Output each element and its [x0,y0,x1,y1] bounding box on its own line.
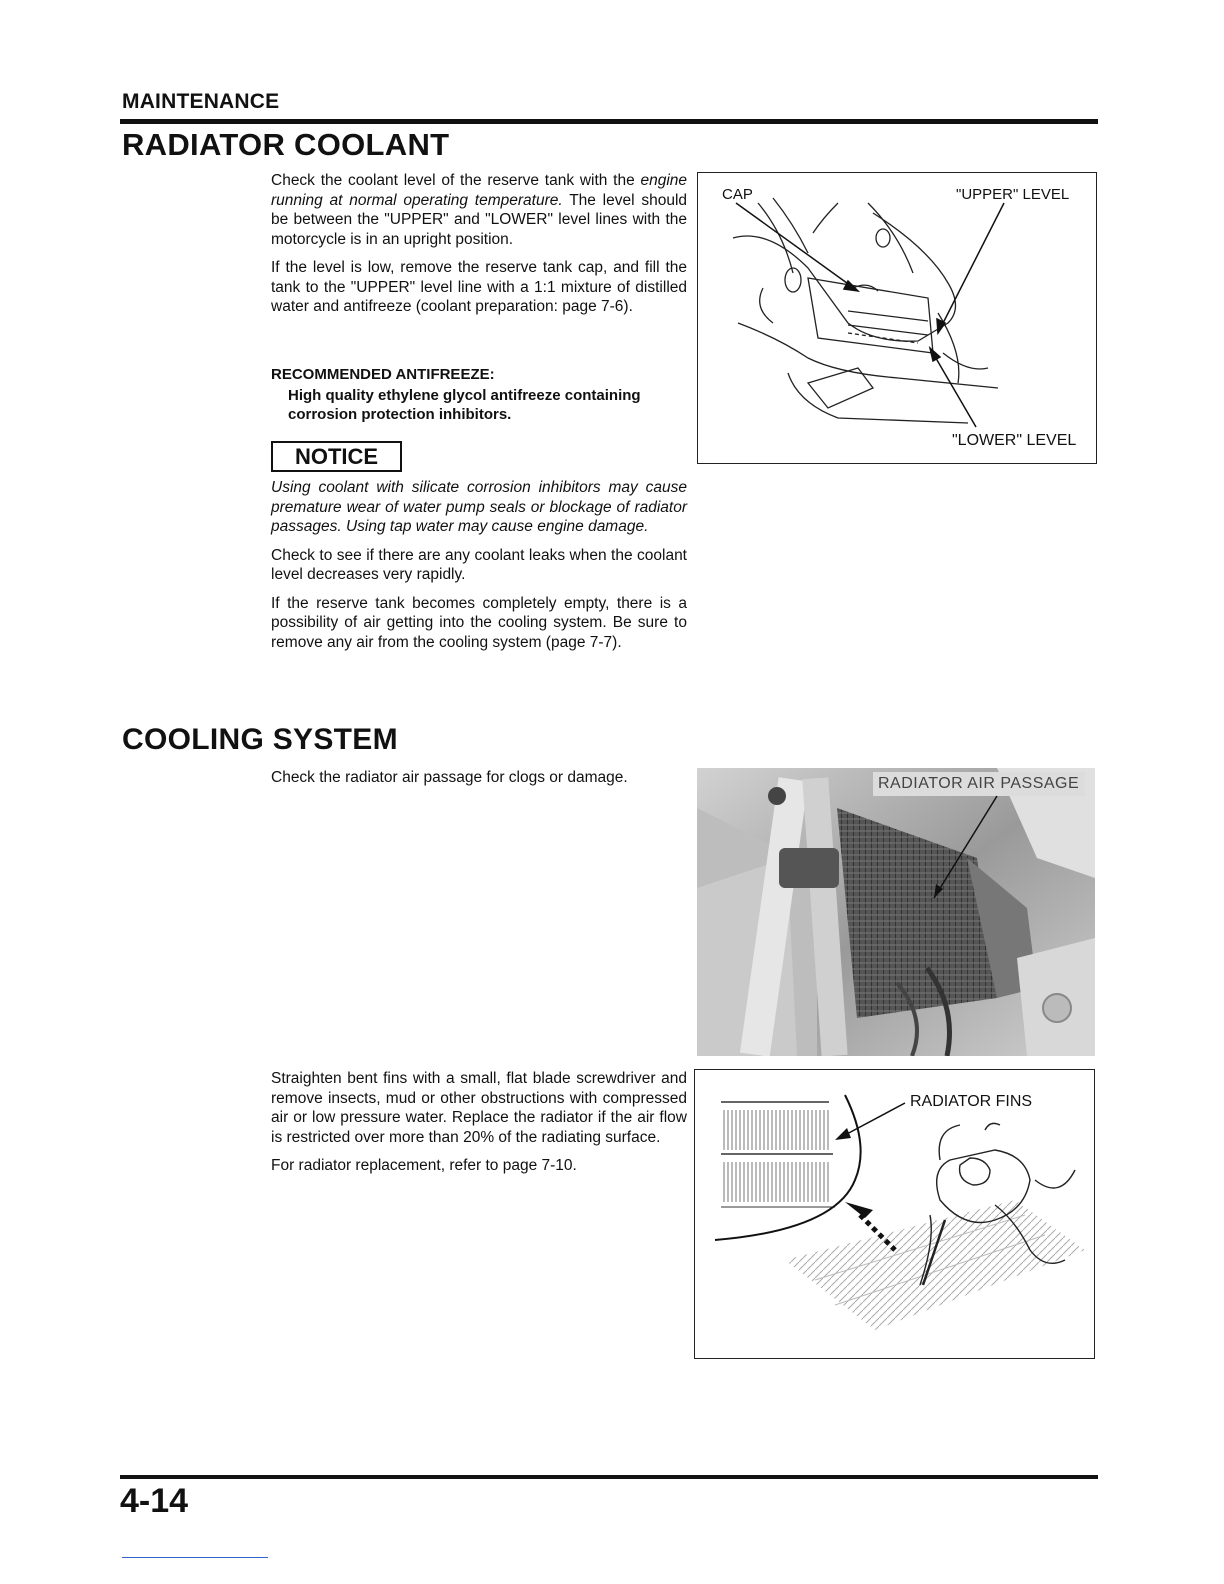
upper-level-label: "UPPER" LEVEL [956,186,1070,203]
radiator-photo [697,768,1095,1056]
reserve-tank-figure [697,172,1097,464]
header-rule [120,119,1098,124]
cooling-paragraph-1: Check the radiator air passage for clogs or damage. [271,769,628,786]
page-title: RADIATOR COOLANT [122,127,450,162]
p1-normal-b: The level should be between the "UPPER" and "LOWER" level lines with the motorcycle is in an upright position. [271,191,688,248]
recommended-heading: RECOMMENDED ANTIFREEZE: [271,366,495,383]
cooling-system-title: COOLING SYSTEM [122,723,398,756]
coolant-paragraph-3: Check to see if there are any coolant leaks when the coolant level decreases very rapidly. [271,546,687,583]
lower-level-label: "LOWER" LEVEL [952,432,1077,449]
notice-badge: NOTICE [271,441,402,472]
radiator-fins-figure [694,1069,1095,1359]
p1-italic: engine running at normal operating temperature. [271,172,687,209]
page-number: 4-14 [120,1482,189,1520]
coolant-paragraph-4: If the reserve tank becomes completely empty, there is a possibility of air getting into the cooling system. Be sure to remove any air from the cooling system (page 7-7). [271,594,687,651]
coolant-text [271,171,687,326]
radiator-fins-illustration [695,1070,1094,1358]
recommended-text: High quality ethylene glycol antifreeze containing corrosion protection inhibitors. [288,387,641,423]
footer-link-underline [122,1557,268,1558]
cooling-paragraph-2: Straighten bent fins with a small, flat blade screwdriver and remove insects, mud or other obstructions with compressed air or low pressure water. Replace the radiator if the air flow is restricted over more than 20% of the radiating surface. [271,1070,687,1146]
coolant-paragraph-1 [271,171,687,249]
footer-rule [120,1475,1098,1479]
radiator-fins-label: RADIATOR FINS [910,1093,1033,1110]
reserve-tank-illustration [698,173,1096,463]
radiator-air-passage-label: RADIATOR AIR PASSAGE [878,775,1080,792]
p1-normal-a: Check the coolant level of the reserve tank with the [271,172,635,189]
radiator-photo-figure [697,768,1095,1056]
coolant-paragraph-2: If the level is low, remove the reserve tank cap, and fill the tank to the "UPPER" level line with a 1:1 mixture of distilled water and antifreeze (coolant preparation: page 7-6). [271,259,687,315]
notice-text: Using coolant with silicate corrosion inhibitors may cause premature wear of water pump seals or blockage of radiator passages. Using tap water may cause engine damage. [271,479,687,535]
notice-and-followup-text [271,478,687,661]
section-label: MAINTENANCE [122,90,280,113]
cooling-paragraph-3: For radiator replacement, refer to page 7-10. [271,1157,577,1174]
cap-label: CAP [722,186,753,203]
cooling-text-2 [271,1069,687,1185]
